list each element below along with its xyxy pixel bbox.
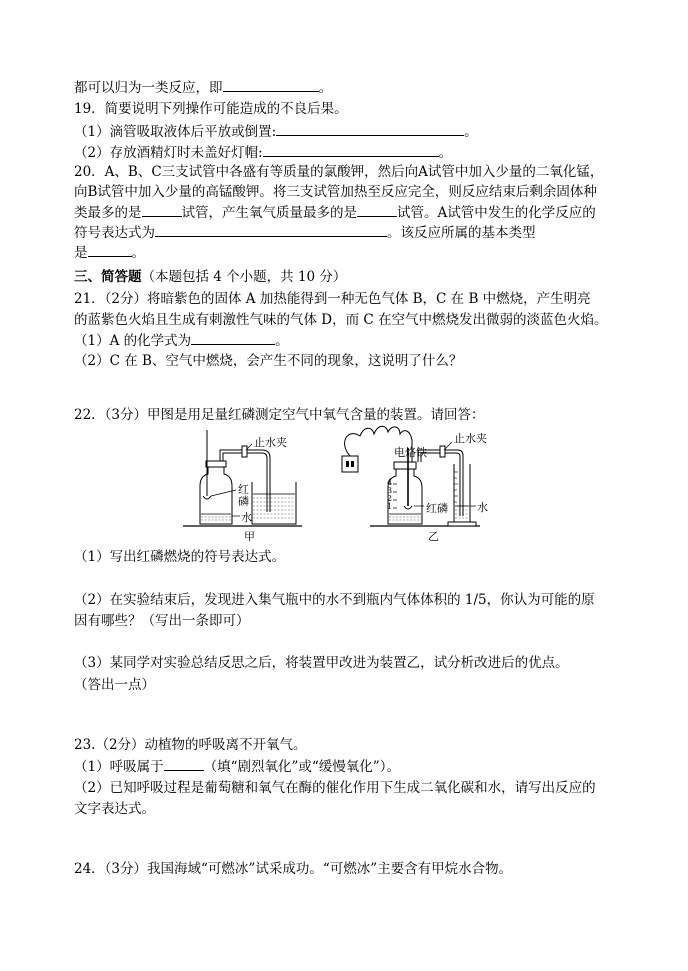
phosphorus-label: 红磷 <box>426 502 448 515</box>
punct: 。 <box>464 124 478 140</box>
answer-blank[interactable] <box>191 331 275 345</box>
q20-line3 <box>74 203 596 222</box>
answer-blank[interactable] <box>263 143 439 157</box>
figure-caption-yi: 乙 <box>428 530 439 543</box>
q19-stem: 19．简要说明下列操作可能造成的不良后果。 <box>74 101 348 117</box>
q22-item3-line1: （3）某同学对实验总结反思之后，将装置甲改进为装置乙，试分析改进后的优点。 <box>74 655 569 671</box>
punct: 。 <box>438 145 453 161</box>
answer-blank[interactable] <box>357 203 397 217</box>
clamp-label: 止水夹 <box>254 436 287 449</box>
section-title: 三、简答题 <box>74 269 142 285</box>
q22-stem: 22．（3分）甲图是用足量红磷测定空气中氧气含量的装置。请回答： <box>74 407 485 423</box>
q20-text: 符号表达式为 <box>74 225 155 241</box>
q21-item2: （2）C 在 B、空气中燃烧，会产生不同的现象，这说明了什么？ <box>74 353 463 369</box>
section-heading <box>74 268 346 286</box>
q23-item2-line2: 文字表达式。 <box>74 801 155 817</box>
mark-1: 1 <box>387 502 393 511</box>
mark-3: 3 <box>387 486 393 495</box>
q20-text: 试管。A试管中发生的化学反应的 <box>397 205 596 221</box>
answer-blank[interactable] <box>276 122 464 136</box>
q23-text: （填“剧烈氧化”或“缓慢氧化”）。 <box>203 759 400 775</box>
q20-text: 试管，产生氧气质量最多的是 <box>181 205 357 221</box>
q20-text: 是 <box>74 245 88 261</box>
q20-text: 类最多的是 <box>74 205 142 221</box>
q21-item1 <box>74 331 289 350</box>
answer-blank[interactable] <box>223 78 319 92</box>
figure-yi <box>330 418 495 543</box>
q20-line4 <box>74 223 536 242</box>
q22-item2-line1: （2）在实验结束后，发现进入集气瓶中的水不到瓶内气体体积的 1/5，你认为可能的原 <box>74 592 595 608</box>
mark-4: 4 <box>387 478 393 487</box>
q19-item2 <box>74 143 452 162</box>
q20-line5 <box>74 243 145 262</box>
q19-item2-text: （2）存放酒精灯时未盖好灯帽: <box>74 145 263 161</box>
punct: 。 <box>275 333 289 349</box>
q22-item2-line2: 因有哪些？（写出一条即可） <box>74 613 250 629</box>
q20-line1: 20．A、B、C三支试管中各盛有等质量的氯酸钾，然后向A试管中加入少量的二氧化锰， <box>74 164 604 180</box>
q23-item1 <box>74 757 400 776</box>
water-label: 水 <box>241 511 252 524</box>
q20-line2: 向B试管中加入少量的高锰酸钾。将三支试管加热至反应完全，则反应结束后剩余固体种 <box>74 184 597 200</box>
answer-blank[interactable] <box>164 757 204 771</box>
water-label: 水 <box>477 501 488 514</box>
figure-jia <box>180 428 305 543</box>
q19-item1 <box>74 122 478 141</box>
punct: 。 <box>131 245 145 261</box>
soldering-iron-label: 电烙铁 <box>394 446 427 459</box>
section-note: （本题包括 4 个小题，共 10 分） <box>141 269 347 285</box>
q21-text: （1）A 的化学式为 <box>74 333 192 349</box>
punct: 。 <box>318 80 332 96</box>
q23-item2-line1: （2）已知呼吸过程是葡萄糖和氧气在酶的催化作用下生成二氧化碳和水，请写出反应的 <box>74 780 596 796</box>
q24-stem: 24．（3分）我国海域“可燃冰”试采成功。“可燃冰”主要含有甲烷水合物。 <box>74 861 513 877</box>
q21-line1: 21．（2分）将暗紫色的固体 A 加热能得到一种无色气体 B，C 在 B 中燃烧，产生明亮 <box>74 291 591 307</box>
q19-item1-text: （1）滴管吸取液体后平放或倒置: <box>74 124 277 140</box>
figure-caption-jia: 甲 <box>244 530 255 543</box>
q21-line2: 的蓝紫色火焰且生成有刺激性气味的气体 D，而 C 在空气中燃烧发出微弱的淡蓝色火焰。 <box>74 312 608 328</box>
q22-item1: （1）写出红磷燃烧的符号表达式。 <box>74 549 286 565</box>
answer-blank[interactable] <box>155 223 387 237</box>
q20-text: 。该反应所属的基本类型 <box>387 225 536 241</box>
q22-item3-line2: （答出一点） <box>74 677 155 693</box>
q23-text: （1）呼吸属于 <box>74 759 164 775</box>
mark-2: 2 <box>387 494 393 503</box>
answer-blank[interactable] <box>88 243 132 257</box>
q23-stem: 23.（2分）动植物的呼吸离不开氧气。 <box>74 737 307 753</box>
q18-text: 都可以归为一类反应，即 <box>74 80 223 96</box>
answer-blank[interactable] <box>142 203 182 217</box>
phosphorus-label: 红磷 <box>238 483 249 508</box>
q18-tail <box>74 78 332 97</box>
clamp-label: 止水夹 <box>454 432 487 445</box>
